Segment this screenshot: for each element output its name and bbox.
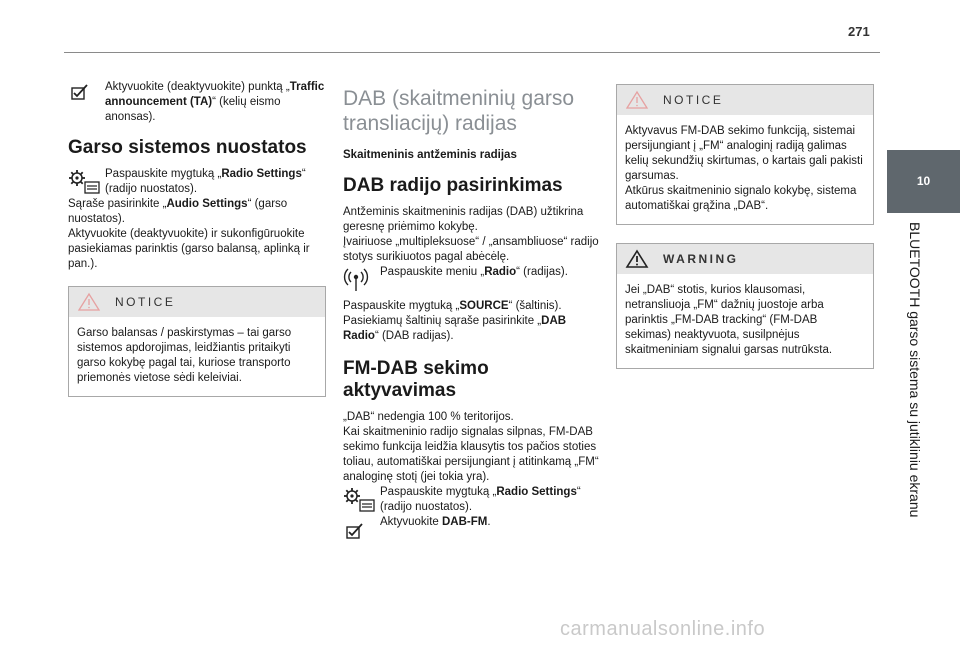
section-heading-audio: Garso sistemos nuostatos	[68, 137, 307, 158]
fm-dab-heading: FM-DAB sekimo aktyvavimas	[343, 358, 489, 401]
notice-body: Aktyvavus FM-DAB sekimo funkciją, sistemai persijungiant į „FM“ analoginį radiją galimas kelių sekundžių skirtumas, o kartais gali pakisti garsumas. Atkūrus skaitmeninio signalo kokybę, sistema automatiškai grąžina „DAB“.	[625, 125, 863, 212]
chapter-title: BLUETOOTH garso sistema su jutikliniu ekranu	[907, 222, 923, 518]
chapter-title-vertical	[905, 222, 925, 642]
fm-dab-text: „DAB“ nedengia 100 % teritorijos. Kai skaitmeninio radijo signalas silpnas, FM-DAB sekimo funkcija leidžia klausytis tos pačios stoties toliau, automatiškai persijungiant į atitinkamą „FM“ analoginę stotį (jei tokia yra).	[343, 411, 599, 483]
warning-body: Jei „DAB“ stotis, kurios klausomasi, netransliuoja „FM“ dažnių juostoje arba parinktis „FM-DAB tracking“ (FM-DAB sekimas) neaktyvuota, susilpnėjus skaitmeniniam signalui garsas nutrūksta.	[625, 284, 833, 356]
dab-subheading: Skaitmeninis antžeminis radijas	[343, 149, 517, 161]
press-radio-menu: Paspauskite meniu „Radio“ (radijas).	[343, 265, 601, 299]
notice-title: NOTICE	[115, 294, 176, 309]
check-instruction: Aktyvuokite (deaktyvuokite) punktą „Traffic announcement (TA)“ (kelių eismo anonsas).	[68, 80, 326, 125]
dab-select-heading: DAB radijo pasirinkimas	[343, 175, 563, 196]
warning-triangle-icon	[625, 249, 649, 269]
notice-title: NOTICE	[663, 92, 724, 107]
settings-icon	[68, 169, 102, 195]
press-radio-settings: Paspauskite mygtuką „Radio Settings“ (radijo nuostatos).	[68, 167, 326, 197]
checkbox-icon	[343, 521, 365, 541]
dab-p2: Įvairiuose „multipleksuose“ / „ansambliuose“ radijo stotys surikiuotos pagal abėcėlę.	[343, 236, 599, 263]
notice-box-2	[616, 84, 874, 225]
chapter-number: 10	[916, 174, 931, 188]
press-source: Paspauskite mygtuką „SOURCE“ (šaltinis).	[343, 300, 562, 312]
watermark: carmanualsonline.info	[560, 618, 766, 640]
activate-options-text: Aktyvuokite (deaktyvuokite) ir sukonfigūruokite pasiekiamas parinktis (garso balansą, aplinką ir pan.).	[68, 228, 310, 270]
notice-box	[68, 286, 326, 397]
warning-triangle-icon	[77, 292, 101, 312]
chapter-tab	[887, 150, 960, 213]
checkbox-icon	[68, 82, 90, 102]
notice-body: Garso balansas / paskirstymas – tai garso sistemos apdorojimas, leidžiantis pritaikyti garso kokybę pagal tai, kuriose transporto priemonės vietose sėdi keleiviai.	[77, 327, 292, 384]
column-2	[343, 86, 601, 539]
warning-triangle-icon	[625, 90, 649, 110]
column-3	[616, 84, 874, 369]
dab-heading: DAB (skaitmeninių garso transliacijų) radijas	[343, 87, 575, 135]
dab-p1: Antžeminis skaitmeninis radijas (DAB) užtikrina geresnę priėmimo kokybę.	[343, 206, 584, 233]
warning-title: WARNING	[663, 251, 739, 266]
header-rule	[64, 52, 880, 53]
page-number: 271	[848, 24, 870, 39]
select-dab-radio: Pasiekiamų šaltinių sąraše pasirinkite „DAB Radio“ (DAB radijas).	[343, 315, 567, 342]
press-radio-settings-2: Paspauskite mygtuką „Radio Settings“ (radijo nuostatos).	[343, 485, 601, 515]
select-audio-settings: Sąraše pasirinkite „Audio Settings“ (garso nuostatos).	[68, 198, 288, 225]
column-1	[68, 80, 326, 397]
warning-box	[616, 243, 874, 369]
activate-dab-fm: Aktyvuokite DAB-FM.	[343, 515, 601, 539]
radio-antenna-icon	[343, 267, 369, 293]
settings-icon	[343, 487, 377, 513]
